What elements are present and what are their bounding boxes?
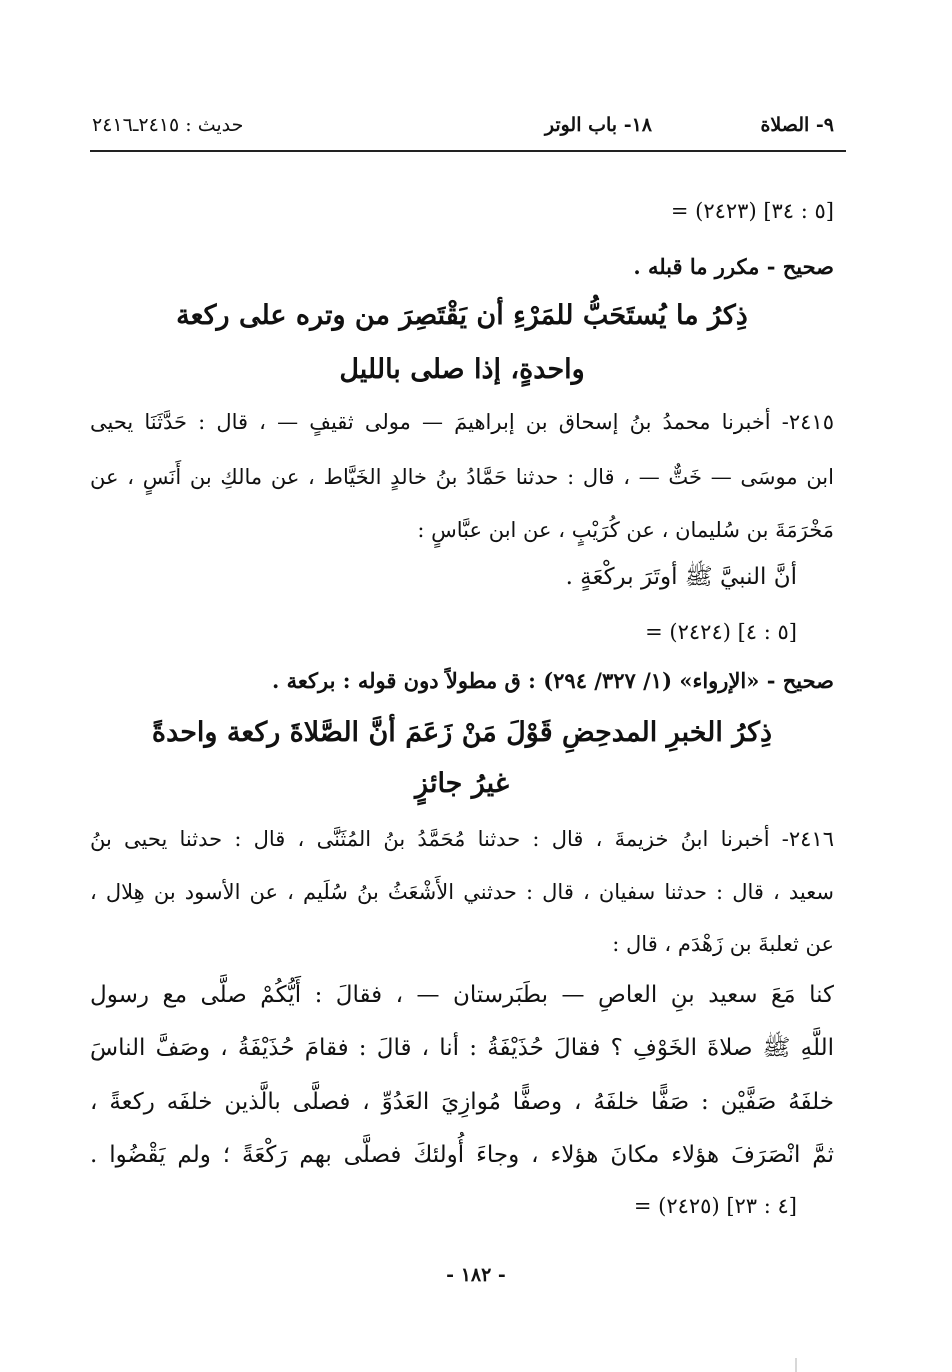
section-title-line: واحدةٍ، إذا صلى بالليل	[339, 354, 585, 385]
header-rule	[90, 150, 846, 152]
hadith-matn: كنا مَعَ سعيد بنِ العاصِ — بطَبَرستان — ، فقالَ : أَيُّكُمْ صلَّى مع رسول	[90, 982, 834, 1008]
cross-reference: = (٢٤٢٤) [٥ : ٤]	[645, 620, 797, 644]
section-title: ذِكرُ ما يُستَحَبُّ للمَرْءِ أن يَقْتَصِرَ من وتره على ركعة	[176, 300, 748, 331]
grading-note: صحيح - «الإرواء» (١/ ٣٢٧/ ٢٩٤) : ق مطولاً دون قوله : بركعة .	[272, 668, 834, 693]
grading-note: صحيح - مكرر ما قبله .	[633, 254, 834, 279]
hadith-line: ٢٤١٦- أخبرنا ابنُ خزيمةَ ، قال : حدثنا مُحَمَّدُ بنُ المُثَنَّى ، قال : حدثنا يحيى بنُ	[90, 827, 834, 851]
chapter-header: ٩- الصلاة	[760, 114, 834, 136]
cross-reference: = (٢٤٢٣) [٥ : ٣٤]	[670, 199, 834, 223]
hadith-line: مَخْرَمَةَ بن سُليمان ، عن كُرَيْبٍ ، عن ابن عبَّاسٍ :	[417, 518, 834, 542]
hadith-line: ابن موسَى — خَتٌّ — ، قال : حدثنا حَمَّادُ بنُ خالدٍ الخَيَّاط ، عن مالكِ بن أَنَسٍ ، عن	[90, 465, 834, 489]
hadith-line: عن ثعلبةَ بن زَهْدَم ، قال :	[612, 932, 834, 956]
hadith-matn: خلفَهُ صَفَّيْن : صَفًّا خلفَهُ ، وصفًّا مُوازِيَ العَدُوِّ ، فصلَّى بالَّذين خلفَه ركعةً ،	[90, 1089, 834, 1115]
section-title-line: غيرُ جائزٍ	[415, 768, 509, 799]
hadith-matn: اللَّهِ ﷺ صلاةَ الخَوْفِ ؟ فقالَ حُذَيْفَةُ : أنا ، قالَ : فقامَ حُذَيْفَةُ ، وصَفَّ الناسَ	[90, 1035, 834, 1061]
section-title: ذِكرُ الخبرِ المدحِضِ قَوْلَ مَنْ زَعَمَ أنَّ الصَّلاةَ ركعة واحدةً	[151, 717, 773, 748]
hadith-matn: ثمَّ انْصَرَفَ هؤلاء مكانَ هؤلاء ، وجاءَ أُولئكَ فصلَّى بهم رَكْعَةً ؛ ولم يَقْضُوا .	[90, 1142, 834, 1168]
cross-reference: = (٢٤٢٥) [٤ : ٢٣]	[633, 1194, 797, 1218]
page-number: - ١٨٢ -	[446, 1264, 506, 1286]
hadith-line: ٢٤١٥- أخبرنا محمدُ بنُ إسحاق بن إبراهيمَ — مولى ثقيفٍ — ، قال : حَدَّثَنَا يحيى	[90, 410, 834, 434]
hadith-line: سعيد ، قال : حدثنا سفيان ، قال : حدثني الأَشْعَثُ بنُ سُلَيم ، عن الأسود بن هِلال ،	[90, 880, 834, 904]
bab-header: ١٨- باب الوتر	[544, 114, 652, 136]
hadith-matn: أنَّ النبيَّ ﷺ أوتَرَ بركْعَةٍ .	[565, 564, 797, 590]
scan-edge-mark	[795, 1358, 797, 1372]
hadith-range-header: حديث : ٢٤١٥ـ٢٤١٦	[92, 114, 244, 136]
